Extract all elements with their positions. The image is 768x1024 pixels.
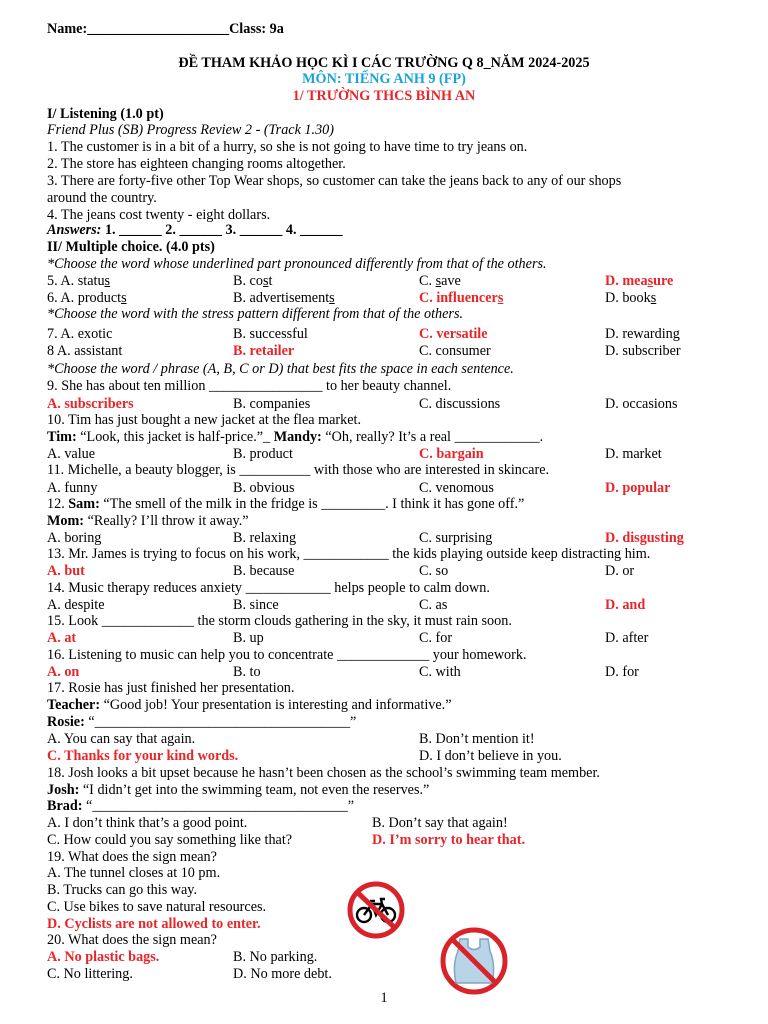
q7-option-b: B. successful [233,326,308,342]
q8-option-c: C. consumer [419,343,491,359]
q5-option-d: D. measure [605,273,674,289]
q5-option-c: C. save [419,273,461,289]
q6-option-a: 6. A. products [47,290,127,306]
q12-reply: Mom: “Really? I’ll throw it away.” [47,513,249,529]
q19-stem: 19. What does the sign mean? [47,849,217,865]
q14-option-b: B. since [233,597,279,613]
q20-option-c: C. No littering. [47,966,133,982]
no-bicycle-sign-icon [346,880,406,940]
instruction-stress: *Choose the word with the stress pattern different from that of the others. [47,306,464,322]
answers-label: Answers: [47,222,102,238]
q16-option-d: D. for [605,664,639,680]
q8-option-a: 8 A. assistant [47,343,123,359]
class-label: Class: 9a [229,21,284,37]
q7-option-d: D. rewarding [605,326,680,342]
q6-option-b: B. advertisements [233,290,335,306]
q15-stem: 15. Look _____________ the storm clouds gathering in the sky, it must rain soon. [47,613,512,629]
q20-option-b: B. No parking. [233,949,318,965]
q13-option-a: A. but [47,563,85,579]
q14-option-d: D. and [605,597,646,613]
q7-option-a: 7. A. exotic [47,326,113,342]
q8-option-b: B. retailer [233,343,295,359]
listening-item: 3. There are forty-five other Top Wear shops, so customer can take the jeans back to any of our shops [47,173,622,189]
q7-option-c: C. versatile [419,326,488,342]
q10-option-d: D. market [605,446,662,462]
q14-option-a: A. despite [47,597,105,613]
q10-option-b: B. product [233,446,293,462]
no-plastic-bag-sign-icon [438,925,510,997]
q18-option-c: C. How could you say something like that? [47,832,293,848]
q11-option-a: A. funny [47,480,98,496]
q12-option-c: C. surprising [419,530,493,546]
listening-item: 2. The store has eighteen changing rooms altogether. [47,156,346,172]
q17-stem: 17. Rosie has just finished her presentation. [47,680,295,696]
q10-dialogue: Tim: “Look, this jacket is half-price.”_ Mandy: “Oh, really? It’s a real ____________. [47,429,544,445]
q16-stem: 16. Listening to music can help you to concentrate _____________ your homework. [47,647,527,663]
q6-option-d: D. books [605,290,657,306]
q10-option-a: A. value [47,446,96,462]
page-number: 1 [380,990,388,1006]
instruction-pronunciation: *Choose the word whose underlined part pronounced differently from that of the others. [47,256,547,272]
q20-option-d: D. No more debt. [233,966,332,982]
q10-option-c: C. bargain [419,446,484,462]
q13-option-c: C. so [419,563,449,579]
q17-rosie-line: Rosie: “____________________________________” [47,714,357,730]
q8-option-d: D. subscriber [605,343,681,359]
q14-option-c: C. as [419,597,448,613]
q17-option-a: A. You can say that again. [47,731,196,747]
q18-option-a: A. I don’t think that’s a good point. [47,815,248,831]
q18-josh-line: Josh: “I didn’t get into the swimming team, not even the reserves.” [47,782,430,798]
q9-option-a: A. subscribers [47,396,134,412]
listening-heading: I/ Listening (1.0 pt) [47,106,164,122]
q19-option-b: B. Trucks can go this way. [47,882,198,898]
q11-stem: 11. Michelle, a beauty blogger, is __________ with those who are interested in skincare. [47,462,550,478]
q15-option-a: A. at [47,630,77,646]
listening-item: 4. The jeans cost twenty - eight dollars. [47,207,271,223]
q15-option-c: C. for [419,630,453,646]
q15-option-d: D. after [605,630,649,646]
q9-option-c: C. discussions [419,396,501,412]
q14-stem: 14. Music therapy reduces anxiety ____________ helps people to calm down. [47,580,490,596]
q20-option-a: A. No plastic bags. [47,949,160,965]
q18-brad-line: Brad: “____________________________________” [47,798,354,814]
q12-option-b: B. relaxing [233,530,297,546]
name-label: Name: [47,21,88,37]
instruction-fill: *Choose the word / phrase (A, B, C or D) that best fits the space in each sentence. [47,361,514,377]
q6-option-c: C. influencers [419,290,504,306]
listening-item: 1. The customer is in a bit of a hurry, so she is not going to have time to try jeans on. [47,139,528,155]
q16-option-b: B. to [233,664,261,680]
q5-option-b: B. cost [233,273,273,289]
q9-option-b: B. companies [233,396,311,412]
student-header [47,21,284,38]
q20-stem: 20. What does the sign mean? [47,932,217,948]
q11-option-b: B. obvious [233,480,295,496]
q17-option-b: B. Don’t mention it! [419,731,535,747]
listening-item: around the country. [47,190,157,206]
q18-option-d: D. I’m sorry to hear that. [372,832,526,848]
listening-source: Friend Plus (SB) Progress Review 2 - (Track 1.30) [47,122,334,138]
q19-option-d: D. Cyclists are not allowed to enter. [47,916,261,932]
answers-blanks: 1. ______ 2. ______ 3. ______ 4. ______ [104,222,343,238]
q17-option-d: D. I don’t believe in you. [419,748,562,764]
q19-option-a: A. The tunnel closes at 10 pm. [47,865,221,881]
answers-line [47,222,343,239]
q13-stem: 13. Mr. James is trying to focus on his work, ____________ the kids playing outside keep distracting him. [47,546,651,562]
q15-option-b: B. up [233,630,264,646]
q18-option-b: B. Don’t say that again! [372,815,508,831]
q11-option-d: D. popular [605,480,671,496]
mc-heading: II/ Multiple choice. (4.0 pts) [47,239,215,255]
school-title: 1/ TRƯỜNG THCS BÌNH AN [292,88,476,104]
name-blank: ____________________ [87,21,230,37]
q16-option-c: C. with [419,664,461,680]
q17-option-c: C. Thanks for your kind words. [47,748,239,764]
q9-option-d: D. occasions [605,396,678,412]
q18-stem: 18. Josh looks a bit upset because he hasn’t been chosen as the school’s swimming team member. [47,765,600,781]
q12-stem: 12. Sam: “The smell of the milk in the fridge is _________. I think it has gone off.” [47,496,525,512]
q12-option-a: A. boring [47,530,102,546]
q13-option-d: D. or [605,563,635,579]
q11-option-c: C. venomous [419,480,494,496]
q10-stem: 10. Tim has just bought a new jacket at the flea market. [47,412,362,428]
q16-option-a: A. on [47,664,80,680]
q5-option-a: 5. A. status [47,273,111,289]
q19-option-c: C. Use bikes to save natural resources. [47,899,267,915]
q12-option-d: D. disgusting [605,530,684,546]
q17-teacher-line: Teacher: “Good job! Your presentation is interesting and informative.” [47,697,452,713]
exam-title: ĐỀ THAM KHẢO HỌC KÌ I CÁC TRƯỜNG Q 8_NĂM 2024-2025 [178,55,590,71]
q13-option-b: B. because [233,563,295,579]
subject-title: MÔN: TIẾNG ANH 9 (FP) [302,71,466,87]
q9-stem: 9. She has about ten million ________________ to her beauty channel. [47,378,452,394]
